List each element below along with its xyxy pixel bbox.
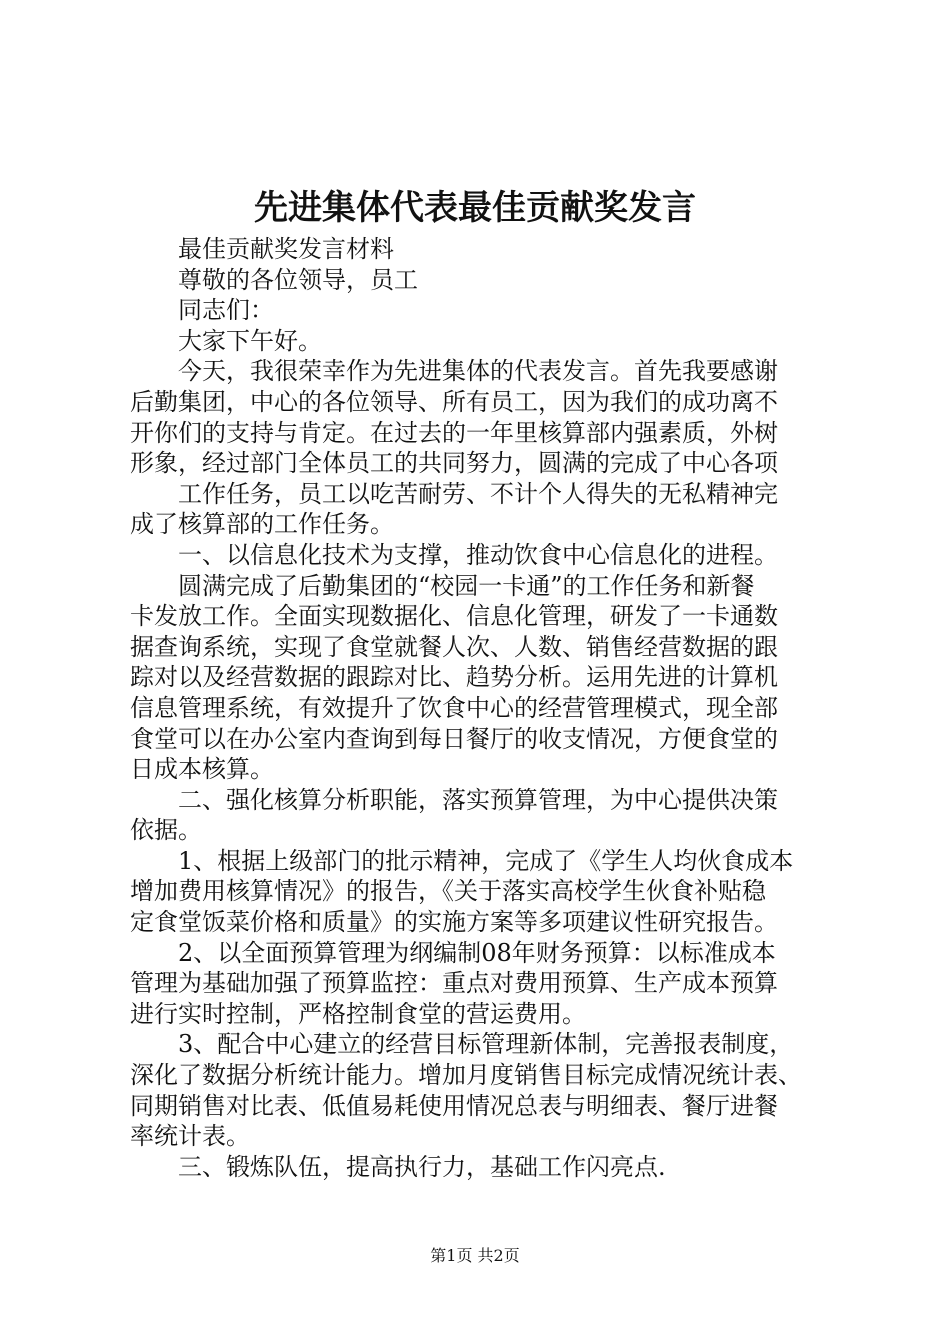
text-line: 增加费用核算情况》的报告，《关于落实高校学生伙食补贴稳 <box>130 877 766 906</box>
text-line: 后勤集团，中心的各位领导、所有员工，因为我们的成功离不 <box>130 387 778 416</box>
text-line: 信息管理系统，有效提升了饮食中心的经营管理模式，现全部 <box>130 693 778 722</box>
section-heading: 一、以信息化技术为支撑，推动饮食中心信息化的进程。 <box>178 540 778 569</box>
text-line: 管理为基础加强了预算监控：重点对费用预算、生产成本预算 <box>130 969 778 998</box>
text-line: 踪对以及经营数据的跟踪对比、趋势分析。运用先进的计算机 <box>130 663 778 692</box>
text-line: 形象，经过部门全体员工的共同努力，圆满的完成了中心各项 <box>130 449 778 478</box>
text-line: 同期销售对比表、低值易耗使用情况总表与明细表、餐厅进餐 <box>130 1091 778 1120</box>
text-line: 3、配合中心建立的经营目标管理新体制，完善报表制度， <box>178 1030 794 1059</box>
text-line: 进行实时控制，严格控制食堂的营运费用。 <box>130 999 586 1028</box>
text-line: 工作任务，员工以吃苦耐劳、不计个人得失的无私精神完 <box>178 479 778 508</box>
text-line: 2、以全面预算管理为纲编制08年财务预算：以标准成本 <box>178 938 776 967</box>
text-line: 1、根据上级部门的批示精神，完成了《学生人均伙食成本 <box>178 846 794 875</box>
text-line: 深化了数据分析统计能力。增加月度销售目标完成情况统计表、 <box>130 1061 802 1090</box>
text-line: 成了核算部的工作任务。 <box>130 510 394 539</box>
text-line: 尊敬的各位领导，员工 <box>178 265 418 294</box>
text-line: 圆满完成了后勤集团的“校园一卡通”的工作任务和新餐 <box>178 571 755 600</box>
text-line: 今天，我很荣幸作为先进集体的代表发言。首先我要感谢 <box>178 357 778 386</box>
text-line: 同志们： <box>178 296 274 325</box>
page-number: 第1页 共2页 <box>430 1246 520 1265</box>
document-body <box>130 234 830 1182</box>
text-line: 大家下午好。 <box>178 326 322 355</box>
text-line: 率统计表。 <box>130 1122 250 1151</box>
page-title: 先进集体代表最佳贡献奖发言 <box>254 188 696 228</box>
text-line: 日成本核算。 <box>130 755 274 784</box>
text-line: 定食堂饭菜价格和质量》的实施方案等多项建议性研究报告。 <box>130 908 778 937</box>
text-line: 开你们的支持与肯定。在过去的一年里核算部内强素质，外树 <box>130 418 778 447</box>
section-heading: 三、锻炼队伍，提高执行力，基础工作闪亮点. <box>178 1152 666 1181</box>
text-line: 卡发放工作。全面实现数据化、信息化管理，研发了一卡通数 <box>130 602 778 631</box>
section-heading: 二、强化核算分析职能，落实预算管理，为中心提供决策 <box>178 785 778 814</box>
text-line: 食堂可以在办公室内查询到每日餐厅的收支情况，方便食堂的 <box>130 724 778 753</box>
text-line: 依据。 <box>130 816 202 845</box>
text-line: 最佳贡献奖发言材料 <box>178 235 394 263</box>
text-line: 据查询系统，实现了食堂就餐人次、人数、销售经营数据的跟 <box>130 632 778 661</box>
